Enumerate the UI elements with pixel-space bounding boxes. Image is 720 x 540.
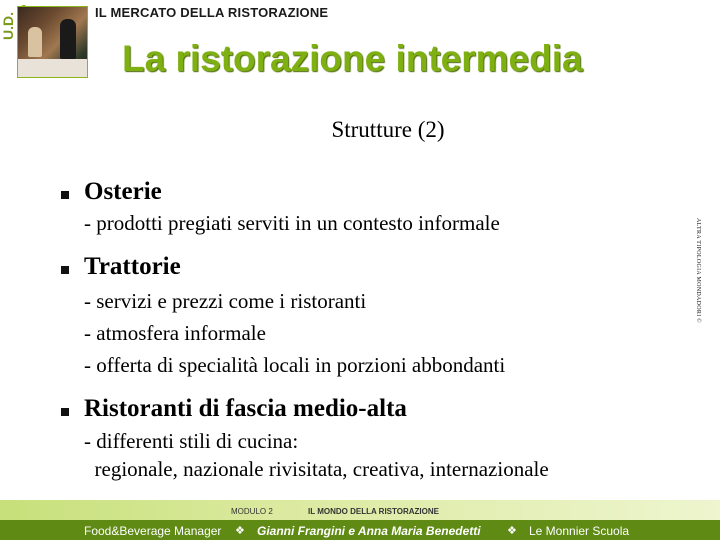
unit-label: U.D.	[0, 12, 16, 40]
item-line: regionale, nazionale rivisitata, creativa, internazionale	[84, 457, 549, 481]
item-line: - atmosfera informale	[84, 321, 266, 345]
item-heading: Ristoranti di fascia medio-alta	[84, 395, 407, 422]
footer-module: MODULO 2	[231, 507, 273, 516]
slide-subtitle: Strutture (2)	[331, 117, 445, 142]
item-line: - prodotti pregiati serviti in un contesto informale	[84, 211, 500, 235]
section-title: IL MERCATO DELLA RISTORAZIONE	[95, 5, 329, 20]
separator-icon: ❖	[507, 524, 517, 537]
item-line: - servizi e prezzi come i ristoranti	[84, 289, 367, 313]
bullet-icon	[61, 266, 69, 274]
slide-title: La ristorazione intermedia	[122, 38, 583, 79]
footer-authors: Gianni Frangini e Anna Maria Benedetti	[257, 524, 481, 538]
footer-module-title: IL MONDO DELLA RISTORAZIONE	[308, 507, 439, 516]
bullet-icon	[61, 191, 69, 199]
item-heading: Osterie	[84, 178, 162, 205]
restaurant-photo	[17, 6, 88, 78]
item-heading: Trattorie	[84, 253, 181, 280]
unit-badge	[0, 0, 16, 60]
bullet-icon	[61, 408, 69, 416]
footer-book: Food&Beverage Manager	[84, 524, 222, 538]
item-line: - offerta di specialità locali in porzioni abbondanti	[84, 353, 506, 377]
separator-icon: ❖	[235, 524, 245, 537]
side-copyright: ALTRA TIPOLOGIA MONDADORI ©	[695, 218, 701, 324]
item-line: - differenti stili di cucina:	[84, 429, 299, 453]
footer-publisher: Le Monnier Scuola	[529, 524, 630, 538]
